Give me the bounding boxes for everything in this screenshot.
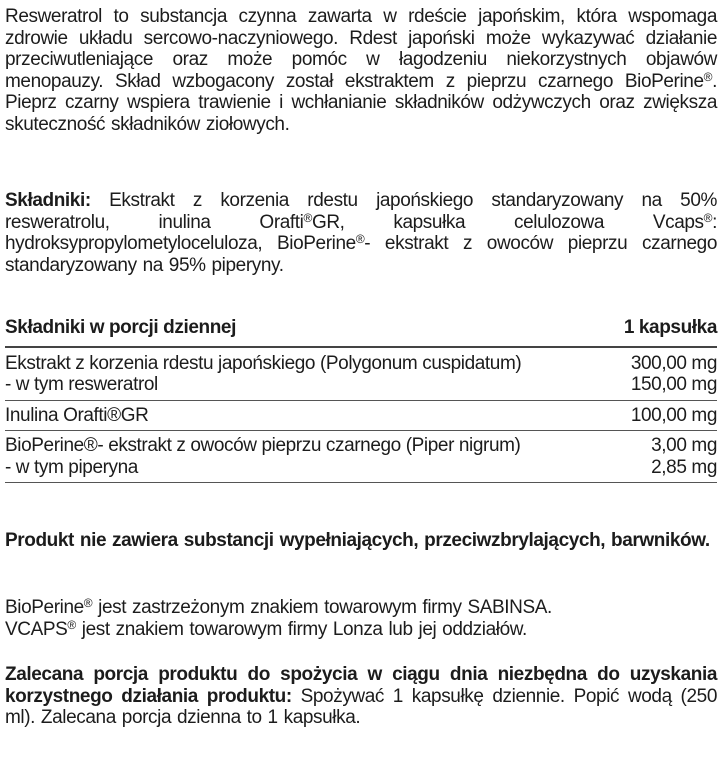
paragraph-text: Ekstrakt z korzenia rdestu japońskiego standaryzowany na 50% resweratrolu, inulina Orafti	[5, 190, 717, 233]
registered-mark: ®	[703, 210, 713, 225]
table-row-value: 300,00 mg	[630, 352, 717, 374]
trademark-brand: BioPerine	[5, 597, 84, 618]
table-header-value: 1 kapsułka	[623, 317, 717, 338]
table-row	[5, 435, 717, 457]
table-header-label: Składniki w porcji dziennej	[5, 317, 236, 338]
trademark-line	[5, 597, 717, 619]
section-heading: Składniki:	[5, 190, 91, 211]
trademarks-paragraph	[5, 597, 717, 640]
trademark-line	[5, 619, 717, 641]
table-row-value: 100,00 mg	[630, 404, 717, 426]
paragraph-text: . Pieprz czarny wspiera trawienie i wchłanianie składników odżywczych oraz zwiększa skuteczność składników ziołowych.	[5, 70, 717, 135]
table-row-label: Ekstrakt z korzenia rdestu japońskiego (Polygonum cuspidatum)	[5, 352, 522, 374]
table-row	[5, 353, 717, 375]
table-row-label: - w tym piperyna	[5, 456, 138, 478]
nutrition-table	[5, 317, 717, 487]
dosage-heading: Zalecana porcja produktu do spożycia w ciągu dnia niezbędna do uzyskania korzystnego działania produktu:	[5, 664, 717, 707]
dosage-text: Spożywać 1 kapsułkę dziennie. Popić wodą (250 ml). Zalecana porcja dzienna to 1 kapsułka.	[5, 685, 717, 728]
table-divider	[5, 482, 717, 483]
paragraph-text: : hydroksypropylometyloceluloza, BioPerine	[5, 211, 718, 254]
paragraph-text: Resweratrol to substancja czynna zawarta w rdeście japońskim, która wspomaga zdrowie układu sercowo-naczyniowego. Rdest japoński może wykazywać działanie przeciwutleniające oraz może pomóc w łagodzeniu niekorzystnych objawów menopauzy. Skład wzbogacony został ekstraktem z pieprzu czarnego BioPerine	[5, 6, 717, 92]
trademark-brand: VCAPS	[5, 618, 68, 640]
dosage-paragraph	[5, 664, 717, 729]
table-row	[5, 405, 717, 427]
trademark-text: jest zastrzeżonym znakiem towarowym firmy SABINSA.	[92, 597, 552, 618]
table-row-label: BioPerine®- ekstrakt z owoców pieprzu czarnego (Piper nigrum)	[5, 435, 521, 456]
table-divider	[5, 400, 717, 401]
registered-mark: ®	[83, 596, 93, 610]
table-row	[5, 374, 717, 396]
paragraph-text: GR, kapsułka celulozowa Vcaps	[311, 211, 704, 233]
notice-paragraph: Produkt nie zawiera substancji wypełniających, przeciwzbrylających, barwników.	[5, 530, 710, 551]
table-divider	[5, 430, 717, 431]
table-divider	[5, 346, 717, 348]
table-row	[5, 457, 717, 479]
ingredients-paragraph	[5, 190, 717, 276]
table-group	[5, 435, 717, 478]
registered-mark: ®	[703, 69, 713, 84]
table-row-value: 150,00 mg	[630, 374, 717, 395]
table-row-value: 2,85 mg	[651, 456, 717, 478]
table-row-label: - w tym resweratrol	[5, 374, 158, 395]
registered-mark: ®	[355, 232, 365, 246]
registered-mark: ®	[67, 617, 76, 632]
registered-mark: ®	[303, 210, 312, 225]
table-row-label: Inulina Orafti®GR	[5, 404, 149, 426]
intro-paragraph	[5, 6, 717, 135]
table-group	[5, 405, 717, 427]
table-header-row	[5, 317, 717, 339]
trademark-text: jest znakiem towarowym firmy Lonza lub jej oddziałów.	[75, 618, 527, 640]
table-group	[5, 353, 717, 396]
paragraph-text: - ekstrakt z owoców pieprzu czarnego standaryzowany na 95% piperyny.	[5, 233, 717, 276]
table-row-value: 3,00 mg	[651, 435, 717, 456]
